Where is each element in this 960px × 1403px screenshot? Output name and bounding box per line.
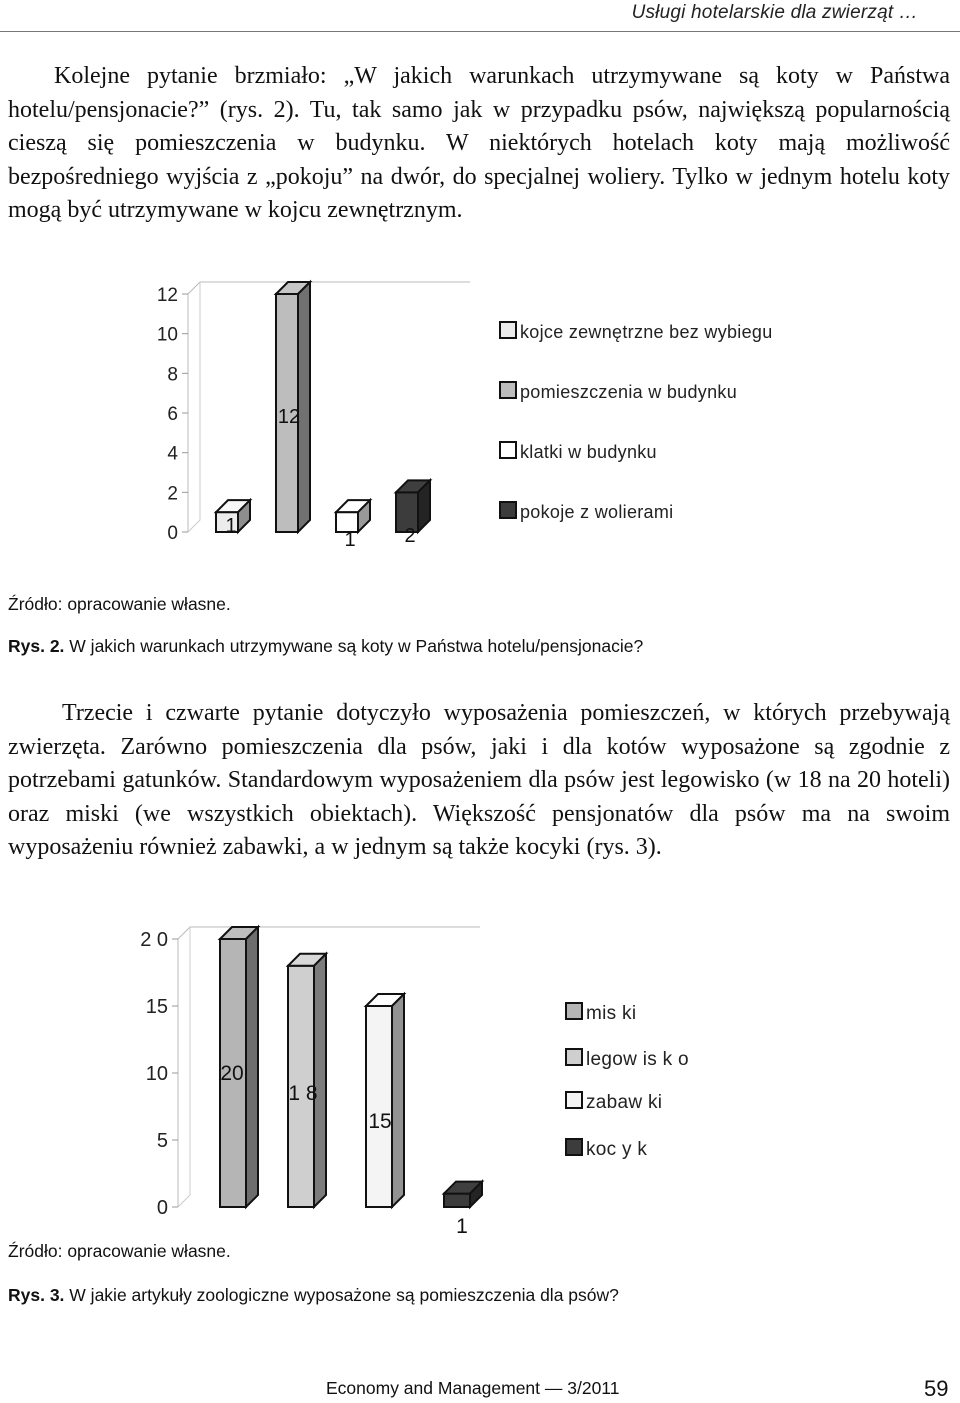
data-label-pomieszczenia-w-budynku: 12 xyxy=(277,406,301,428)
data-label-kocyk: 1 xyxy=(456,1215,468,1238)
chart-rys-2 xyxy=(0,270,960,570)
y-tick-label: 8 xyxy=(167,364,178,386)
data-label-kojce-zewn-trzne-bez-wybiegu: 1 xyxy=(225,515,237,537)
y-tick-label: 4 xyxy=(167,443,178,465)
y-tick-label: 2 0 xyxy=(140,929,168,951)
y-tick-label: 6 xyxy=(167,404,178,425)
legend-label-kojce-zewn-trzne-bez-wybiegu: kojce zewnętrzne bez wybiegu xyxy=(520,322,773,342)
chart-depth-edge xyxy=(178,927,190,1207)
y-tick-label: 0 xyxy=(167,523,178,544)
bar-zabawki xyxy=(366,1006,392,1207)
figure-2-source: Źródło: opracowanie własne. xyxy=(8,594,231,614)
running-header: Usługi hotelarskie dla zwierząt … xyxy=(631,2,918,23)
figure-3-source: Źródło: opracowanie własne. xyxy=(8,1241,231,1261)
legend-swatch-legowisko xyxy=(566,1049,582,1065)
data-label-zabawki: 15 xyxy=(368,1110,392,1133)
y-tick-label: 15 xyxy=(145,996,168,1018)
legend-swatch-kocyk xyxy=(566,1139,582,1155)
figure-2-caption-text: W jakich warunkach utrzymywane są koty w Państwa hotelu/pensjonacie? xyxy=(64,636,644,656)
chart-depth-edge xyxy=(188,282,200,532)
figure-3-caption-text: W jakie artykuły zoologiczne wyposażone są pomieszczenia dla psów? xyxy=(64,1285,619,1305)
bar-miski-side xyxy=(246,927,258,1207)
data-label-miski: 20 xyxy=(220,1062,244,1085)
legend-swatch-kojce-zewn-trzne-bez-wybiegu xyxy=(500,322,516,338)
legend-label-pomieszczenia-w-budynku: pomieszczenia w budynku xyxy=(520,382,738,402)
legend-label-miski: mis ki xyxy=(586,1003,637,1024)
legend-label-zabawki: zabaw ki xyxy=(586,1092,663,1113)
y-tick-label: 10 xyxy=(145,1063,168,1085)
paragraph-2: Trzecie i czwarte pytanie dotyczyło wyposażenia pomieszczeń, w których przebywają zwierzęta. Zarówno pomieszczenia dla psów, jaki i dla kotów wyposażone są zgodnie z potrzebami gatunków. Standardowym wyposażeniem dla psów jest legowisko (w 18 na 20 hoteli) oraz miski (we wszystkich obiektach). Większość pensjonatów dla psów ma na swoim wyposażeniu również zabawki, a w jednym są także kocyki (rys. 3). xyxy=(8,700,950,861)
legend-swatch-zabawki xyxy=(566,1092,582,1108)
legend-swatch-miski xyxy=(566,1003,582,1019)
bar-kocyk xyxy=(444,1194,470,1207)
legend-label-klatki-w-budynku: klatki w budynku xyxy=(520,442,657,462)
chart-rys-3 xyxy=(0,915,960,1250)
figure-3-caption-label: Rys. 3. xyxy=(8,1285,65,1305)
figure-2-caption xyxy=(8,636,643,657)
data-label-klatki-w-budynku: 1 xyxy=(344,529,356,551)
legend-swatch-pomieszczenia-w-budynku xyxy=(500,382,516,398)
bar-zabawki-side xyxy=(392,994,404,1207)
legend-label-legowisko: legow is k o xyxy=(586,1049,689,1070)
figure-2-caption-label: Rys. 2. xyxy=(8,636,65,656)
legend-label-kocyk: koc y k xyxy=(586,1139,648,1160)
data-label-legowisko: 1 8 xyxy=(288,1082,318,1105)
bar-legowisko-side xyxy=(314,954,326,1207)
y-tick-label: 10 xyxy=(156,324,178,346)
y-tick-label: 2 xyxy=(167,483,178,505)
paragraph-1: Kolejne pytanie brzmiało: „W jakich warunkach utrzymywane są koty w Państwa hotelu/pensjonacie?” (rys. 2). Tu, tak samo jak w przypadku psów, największą popularnością cieszą się pomieszczenia w budynku. W niektórych hotelach koty mają możliwość bezpośredniego wyjścia z „pokoju” na dwór, do specjalnej woliery. Tylko w jednym hotelu koty mogą być utrzymywane w kojcu zewnętrznym. xyxy=(8,63,950,224)
figure-3-caption xyxy=(8,1285,619,1306)
legend-swatch-klatki-w-budynku xyxy=(500,442,516,458)
y-tick-label: 5 xyxy=(156,1130,168,1152)
footer-journal: Economy and Management — 3/2011 xyxy=(326,1378,620,1398)
y-tick-label: 12 xyxy=(156,285,178,306)
y-tick-label: 0 xyxy=(156,1197,168,1219)
legend-label-pokoje-z-wolierami: pokoje z wolierami xyxy=(520,502,674,522)
legend-swatch-pokoje-z-wolierami xyxy=(500,502,516,518)
page-number: 59 xyxy=(924,1376,949,1401)
data-label-pokoje-z-wolierami: 2 xyxy=(404,525,416,547)
header-divider xyxy=(0,31,960,32)
